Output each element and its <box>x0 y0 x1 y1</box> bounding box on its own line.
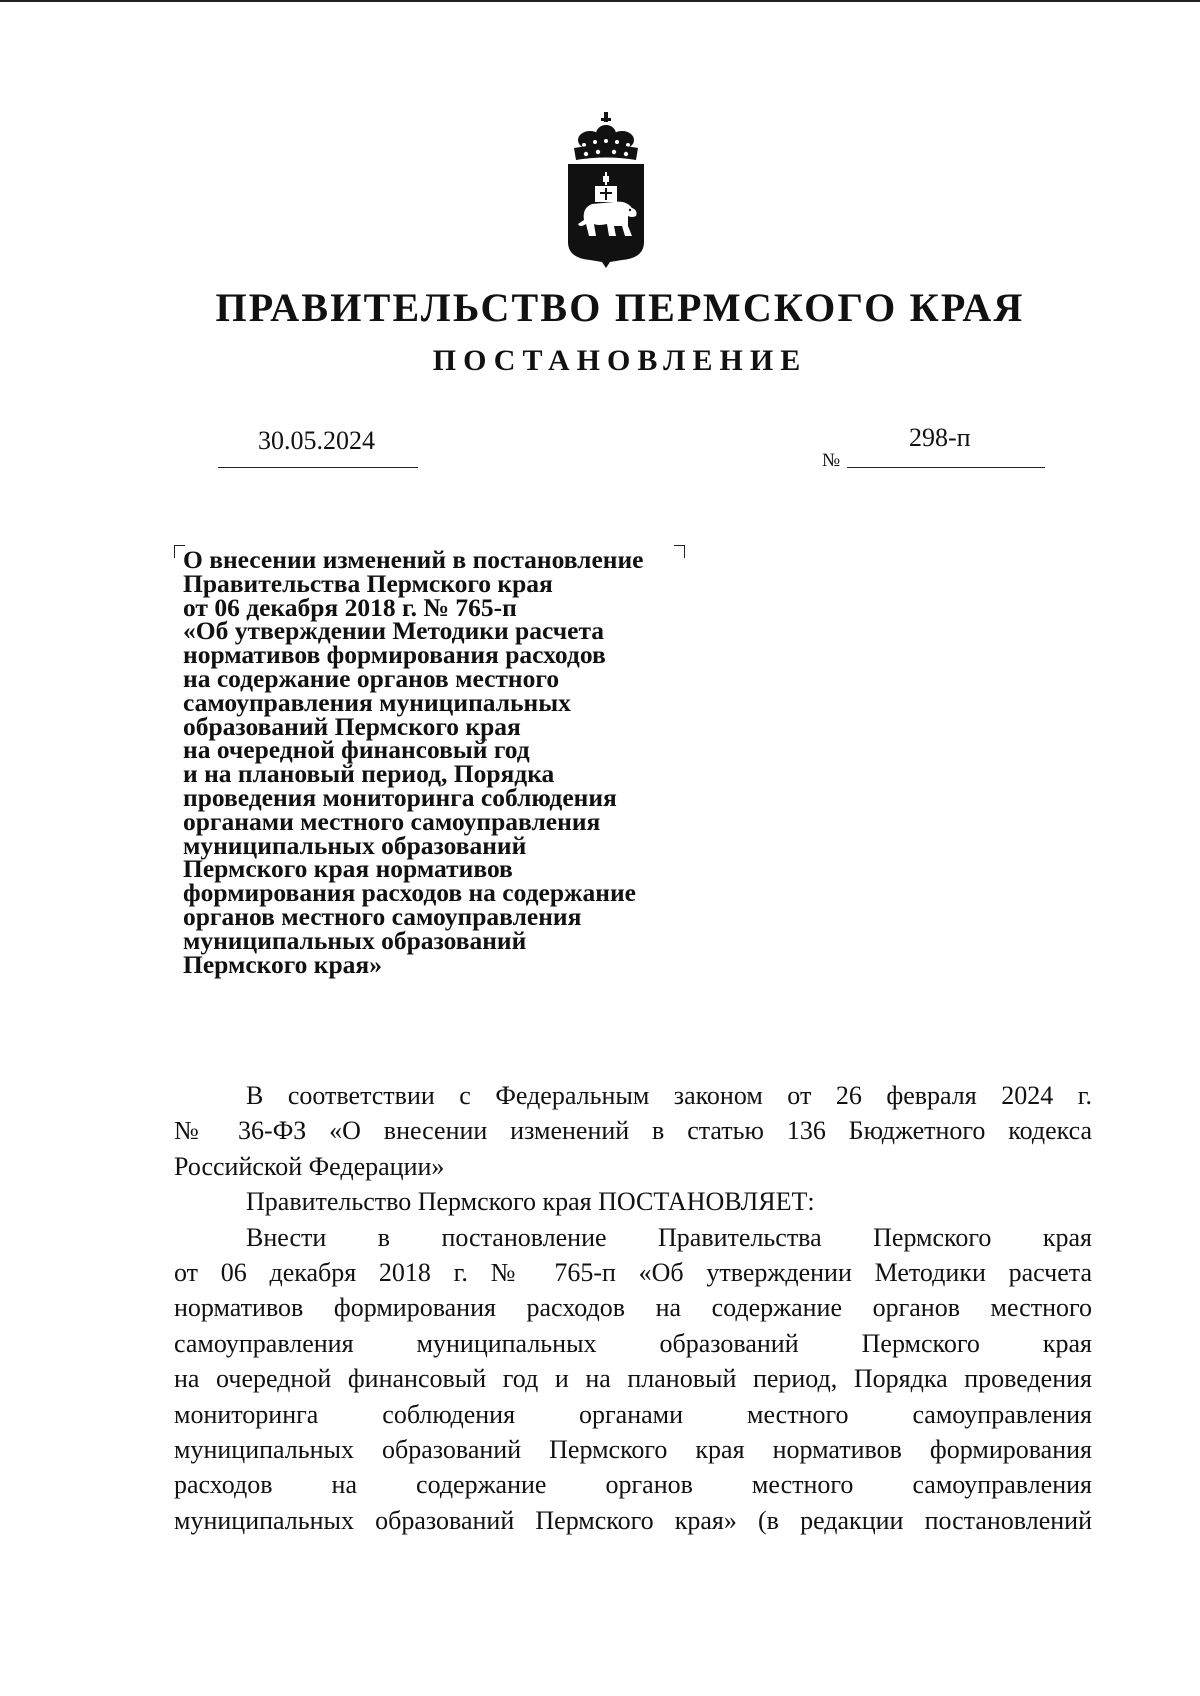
subject-line: на очередной финансовый год <box>183 735 530 765</box>
subject-line: и на плановый период, Порядка <box>183 759 555 789</box>
body-line: на очередной финансовый год и на плановый период, Порядка проведения <box>174 1364 1092 1394</box>
body-line: В соответствии с Федеральным законом от 26 февраля 2024 г. <box>246 1081 1092 1110</box>
date-underline <box>218 467 418 468</box>
amendment-paragraph <box>174 1220 1092 1539</box>
subject-line: муниципальных образований <box>183 925 527 955</box>
government-title: ПРАВИТЕЛЬСТВО ПЕРМСКОГО КРАЯ <box>215 285 1025 330</box>
body-line: Правительство Пермского края ПОСТАНОВЛЯЕТ: <box>246 1187 815 1217</box>
subject-line: «Об утверждении Методики расчета <box>183 616 605 646</box>
subject-line: органов местного самоуправления <box>183 901 582 931</box>
crown-icon <box>574 112 638 160</box>
document-subject <box>183 545 743 979</box>
body-line: Российской Федерации» <box>174 1151 445 1181</box>
number-underline <box>847 467 1045 468</box>
body-line: расходов на содержание органов местного самоуправления <box>174 1470 1092 1500</box>
subject-line: от 06 декабря 2018 г. № 765-п <box>183 592 517 622</box>
body-line: № 36-ФЗ «О внесении изменений в статью 136 Бюджетного кодекса <box>174 1116 1092 1146</box>
subject-line: проведения мониторинга соблюдения <box>183 782 617 812</box>
subject-line: образований Пермского края <box>183 711 521 741</box>
subject-line: Пермского края нормативов <box>183 854 513 884</box>
preamble-paragraph <box>174 1078 1092 1184</box>
subject-line: О внесении изменений в постановление <box>183 545 644 574</box>
body-line: нормативов формирования расходов на содержание органов местного <box>174 1293 1092 1323</box>
document-type: ПОСТАНОВЛЕНИЕ <box>432 344 808 377</box>
body-line: от 06 декабря 2018 г. № 765-п «Об утверждении Методики расчета <box>174 1258 1092 1288</box>
coat-of-arms-emblem <box>562 112 650 270</box>
subject-line: муниципальных образований <box>183 830 527 860</box>
subject-line: на содержание органов местного <box>183 663 560 693</box>
scan-top-edge <box>0 0 1200 2</box>
subject-line: формирования расходов на содержание <box>183 878 636 908</box>
subject-line: органами местного самоуправления <box>183 806 601 836</box>
subject-line: Пермского края» <box>183 949 382 979</box>
body-line: муниципальных образований Пермского края» (в редакции постановлений <box>174 1505 1092 1535</box>
document-number: 298-п <box>909 423 971 452</box>
document-date: 30.05.2024 <box>258 426 375 455</box>
resolution-paragraph <box>174 1184 1092 1219</box>
subject-line: самоуправления муниципальных <box>183 687 571 717</box>
body-line: муниципальных образований Пермского края нормативов формирования <box>174 1435 1092 1465</box>
subject-line: Правительства Пермского края <box>183 568 553 598</box>
subject-line: нормативов формирования расходов <box>183 640 606 670</box>
document-body <box>174 1078 1092 1538</box>
body-line: мониторинга соблюдения органами местного самоуправления <box>174 1399 1092 1429</box>
body-line: Внести в постановление Правительства Пермского края <box>246 1222 1092 1252</box>
body-line: самоуправления муниципальных образований Пермского края <box>174 1328 1092 1358</box>
number-sign: № <box>822 450 841 471</box>
